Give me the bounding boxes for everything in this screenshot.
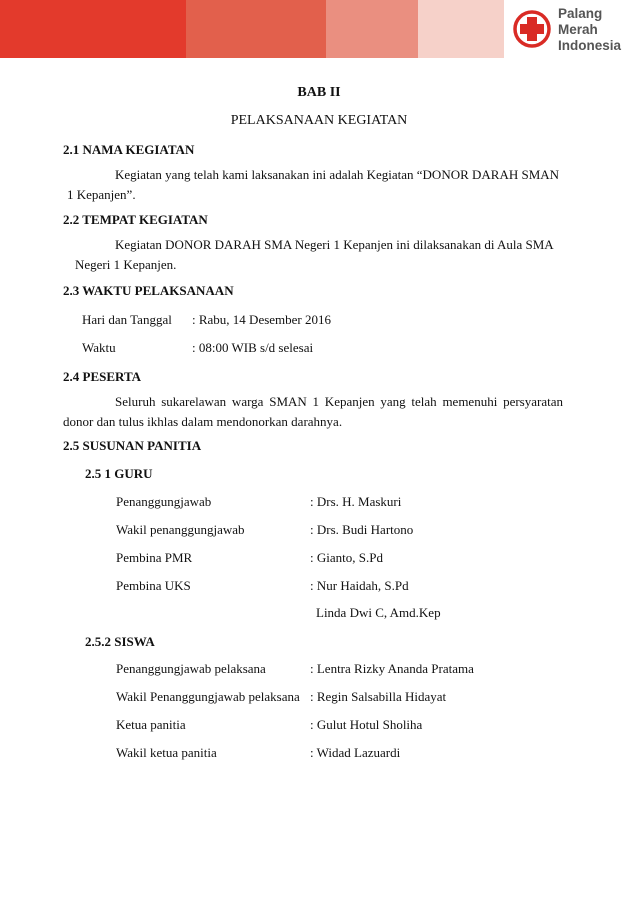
logo-line-3: Indonesia [558, 38, 622, 53]
section-2-2-heading: 2.2 TEMPAT KEGIATAN [63, 212, 208, 227]
logo-line-1: Palang [558, 6, 603, 21]
field-label: Wakil ketua panitia [116, 745, 217, 760]
chapter-subtitle: PELAKSANAAN KEGIATAN [230, 113, 408, 128]
field-value: : Regin Salsabilla Hidayat [310, 689, 447, 704]
red-cross-icon [512, 8, 552, 50]
field-value: : Nur Haidah, S.Pd [310, 578, 409, 593]
field-label: Hari dan Tanggal [82, 312, 172, 327]
banner-band-3 [326, 0, 418, 58]
banner-band-2 [186, 0, 326, 58]
field-label: Pembina PMR [116, 550, 193, 565]
field-value: : Gulut Hotul Sholiha [310, 717, 423, 732]
paragraph-line: donor dan tulus ikhlas dalam mendonorkan darahnya. [63, 414, 343, 429]
field-label: Ketua panitia [116, 717, 186, 732]
section-2-4-heading: 2.4 PESERTA [63, 369, 142, 384]
section-2-2-paragraph [63, 235, 563, 275]
field-value: : 08:00 WIB s/d selesai [192, 340, 314, 355]
banner-band-4 [418, 0, 504, 58]
field-label: Penanggungjawab [116, 494, 212, 509]
subsection-guru-heading: 2.5 1 GURU [85, 466, 153, 481]
paragraph-line: 1 Kepanjen”. [67, 187, 136, 202]
subsection-siswa-heading: 2.5.2 SISWA [85, 634, 155, 649]
field-label: Penanggungjawab pelaksana [116, 661, 266, 676]
paragraph-line: Negeri 1 Kepanjen. [75, 257, 177, 272]
section-2-5-heading: 2.5 SUSUNAN PANITIA [63, 438, 202, 453]
section-2-4-paragraph [63, 392, 563, 432]
field-value: : Lentra Rizky Ananda Pratama [310, 661, 474, 676]
field-label: Wakil penanggungjawab [116, 522, 245, 537]
section-2-3-heading: 2.3 WAKTU PELAKSANAAN [63, 283, 234, 298]
field-value: : Widad Lazuardi [310, 745, 401, 760]
banner-band-1 [0, 0, 186, 58]
field-value: : Drs. Budi Hartono [310, 522, 414, 537]
paragraph-line: Seluruh sukarelawan warga SMAN 1 Kepanjen yang telah memenuhi persyaratan [115, 394, 563, 409]
field-value: : Gianto, S.Pd [310, 550, 383, 565]
section-2-1-paragraph [63, 165, 563, 205]
logo-line-2: Merah [558, 22, 598, 37]
chapter-title: BAB II [297, 85, 341, 100]
field-label: Waktu [82, 340, 116, 355]
paragraph-line: Kegiatan yang telah kami laksanakan ini adalah Kegiatan “DONOR DARAH SMAN [115, 167, 560, 182]
section-2-1-heading: 2.1 NAMA KEGIATAN [63, 142, 195, 157]
field-value: : Drs. H. Maskuri [310, 494, 402, 509]
field-value-extra: Linda Dwi C, Amd.Kep [316, 605, 441, 620]
logo-text [558, 6, 621, 54]
field-label: Wakil Penanggungjawab pelaksana [116, 689, 300, 704]
paragraph-line: Kegiatan DONOR DARAH SMA Negeri 1 Kepanjen ini dilaksanakan di Aula SMA [115, 237, 554, 252]
field-value: : Rabu, 14 Desember 2016 [192, 312, 332, 327]
field-label: Pembina UKS [116, 578, 191, 593]
